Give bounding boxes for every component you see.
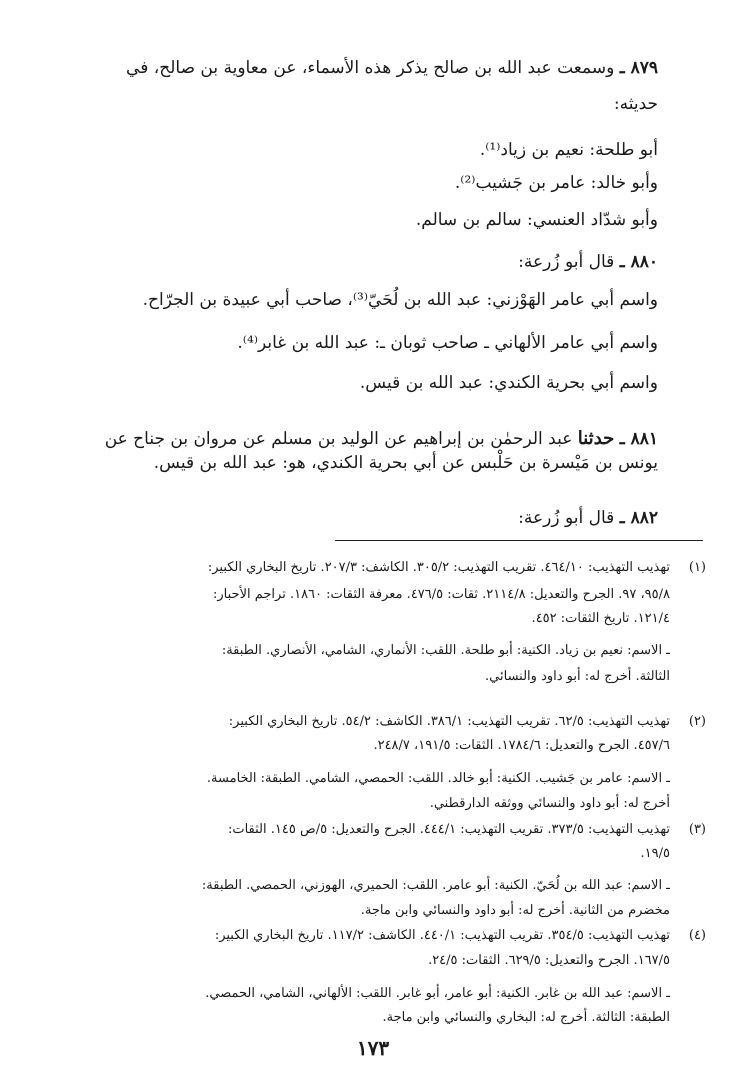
name-line-abu-amir-alhani: واسم أبي عامر الألهاني ـ صاحب ثوبان ـ: عبد الله بن غابر⁽⁴⁾. bbox=[237, 333, 658, 353]
name-line-abu-khalid: وأبو خالد: عامر بن جَشيب⁽²⁾. bbox=[454, 173, 658, 193]
paragraph-879-line-1 bbox=[126, 58, 658, 78]
paragraph-880 bbox=[518, 252, 658, 272]
footnote-2-line: ـ الاسم: عامر بن جَشيب. الكنية: أبو خالد. اللقب: الحمصي، الشامي. الطبقة: الخامسة. bbox=[206, 771, 670, 786]
footnote-3-number: (٣) bbox=[688, 822, 706, 837]
footnote-3-line: ١٩/٥. bbox=[640, 846, 670, 861]
footnote-4-line: ١٦٧/٥. الجرح والتعديل: ٦٢٩/٥. الثقات: ٢٤/٥. bbox=[428, 953, 670, 968]
footnote-1-number: (١) bbox=[688, 560, 706, 575]
paragraph-number: ٨٨٢ ـ bbox=[619, 508, 658, 528]
footnote-4-number: (٤) bbox=[688, 928, 706, 943]
footnote-4-line: ـ الاسم: عبد الله بن غابر. الكنية: أبو عامر، أبو غابر. اللقب: الألهاني، الشامي، الحمصي. bbox=[205, 986, 670, 1001]
footnote-2-line: أخرج له: أبو داود والنسائي ووثقه الدارقطني. bbox=[429, 796, 670, 811]
paragraph-879-line-2: حديثه: bbox=[613, 94, 658, 114]
footnote-4-line: الطبقة: الثالثة. أخرج له: البخاري والنسائي وابن ماجة. bbox=[382, 1010, 670, 1025]
paragraph-number: ٨٨٠ ـ bbox=[619, 252, 658, 272]
name-line-abu-bahriya: واسم أبي بحرية الكندي: عبد الله بن قيس. bbox=[359, 373, 658, 393]
footnote-3-line: ـ الاسم: عبد الله بن لُحَيّ. الكنية: أبو عامر. اللقب: الحميري، الهوزني، الحمصي. الطبقة: bbox=[201, 878, 670, 893]
haddathana-keyword: حدثنا bbox=[577, 428, 615, 449]
footnote-1-line: ـ الاسم: نعيم بن زياد. الكنية: أبو طلحة. اللقب: الأنماري، الشامي، الأنصاري. الطبقة: bbox=[221, 643, 670, 658]
footnote-1-line: الثالثة. أخرج له: أبو داود والنسائي. bbox=[485, 669, 670, 684]
page-number: ١٧٣ bbox=[356, 1036, 390, 1060]
footnote-4-line: تهذيب التهذيب: ٣٥٤/٥. تقريب التهذيب: ٤٤٠/١. الكاشف: ١١٧/٢. تاريخ البخاري الكبير: bbox=[214, 928, 670, 943]
paragraph-number: ٨٨١ ـ bbox=[619, 429, 658, 449]
paragraph-text: قال أبو زُرعة: bbox=[518, 252, 615, 272]
paragraph-text: وسمعت عبد الله بن صالح يذكر هذه الأسماء، عن معاوية بن صالح، في bbox=[126, 58, 615, 78]
footnote-1-line: ١٢١/٤. تاريخ الثقات: ٤٥٢. bbox=[531, 611, 670, 626]
paragraph-text: عبد الرحمٰن بن إبراهيم عن الوليد بن مسلم عن مروان بن جناح عن bbox=[104, 429, 573, 449]
footnote-2-number: (٢) bbox=[688, 714, 706, 729]
footnote-1-line: ٩٥/٨، ٩٧. الجرح والتعديل: ٢١١٤/٨. ثقات: ٤٧٦/٥. معرفة الثقات: ١٨٦٠. تراجم الأحبار: bbox=[213, 587, 670, 602]
footnote-2-line: ٤٥٧/٦. الجرح والتعديل: ١٧٨٤/٦. الثقات: ١٩١/٥، ٢٤٨/٧. bbox=[373, 738, 670, 753]
paragraph-881-line-2: يونس بن مَيْسرة بن حَلْبس عن أبي بحرية الكندي، هو: عبد الله بن قيس. bbox=[153, 453, 658, 473]
name-line-abu-shaddad: وأبو شدّاد العنسي: سالم بن سالم. bbox=[415, 210, 658, 230]
footnote-3-line: مخضرم من الثانية. أخرج له: أبو داود والنسائي وابن ماجة. bbox=[360, 903, 670, 918]
paragraph-881-line-1 bbox=[105, 428, 658, 450]
footnote-1-line: تهذيب التهذيب: ٤٦٤/١٠. تقريب التهذيب: ٣٠٥/٢. الكاشف: ٢٠٧/٣. تاريخ البخاري الكبير: bbox=[207, 560, 670, 575]
paragraph-text: قال أبو زُرعة: bbox=[518, 508, 615, 528]
footnote-2-line: تهذيب التهذيب: ٦٢/٥. تقريب التهذيب: ٣٨٦/١. الكاشف: ٥٤/٢. تاريخ البخاري الكبير: bbox=[228, 714, 670, 729]
name-line-abu-talha: أبو طلحة: نعيم بن زياد⁽¹⁾. bbox=[479, 140, 658, 160]
footnote-3-line: تهذيب التهذيب: ٣٧٣/٥. تقريب التهذيب: ٤٤٤/١. الجرح والتعديل: ٥/ص ١٤٥. الثقات: bbox=[227, 822, 670, 837]
footnote-separator bbox=[335, 540, 703, 541]
paragraph-882 bbox=[518, 508, 658, 528]
name-line-abu-amir-hawzani: واسم أبي عامر الهَوْزني: عبد الله بن لُحَيّ⁽³⁾، صاحب أبي عبيدة بن الجرّاح. bbox=[142, 290, 658, 310]
paragraph-number: ٨٧٩ ـ bbox=[619, 58, 658, 78]
